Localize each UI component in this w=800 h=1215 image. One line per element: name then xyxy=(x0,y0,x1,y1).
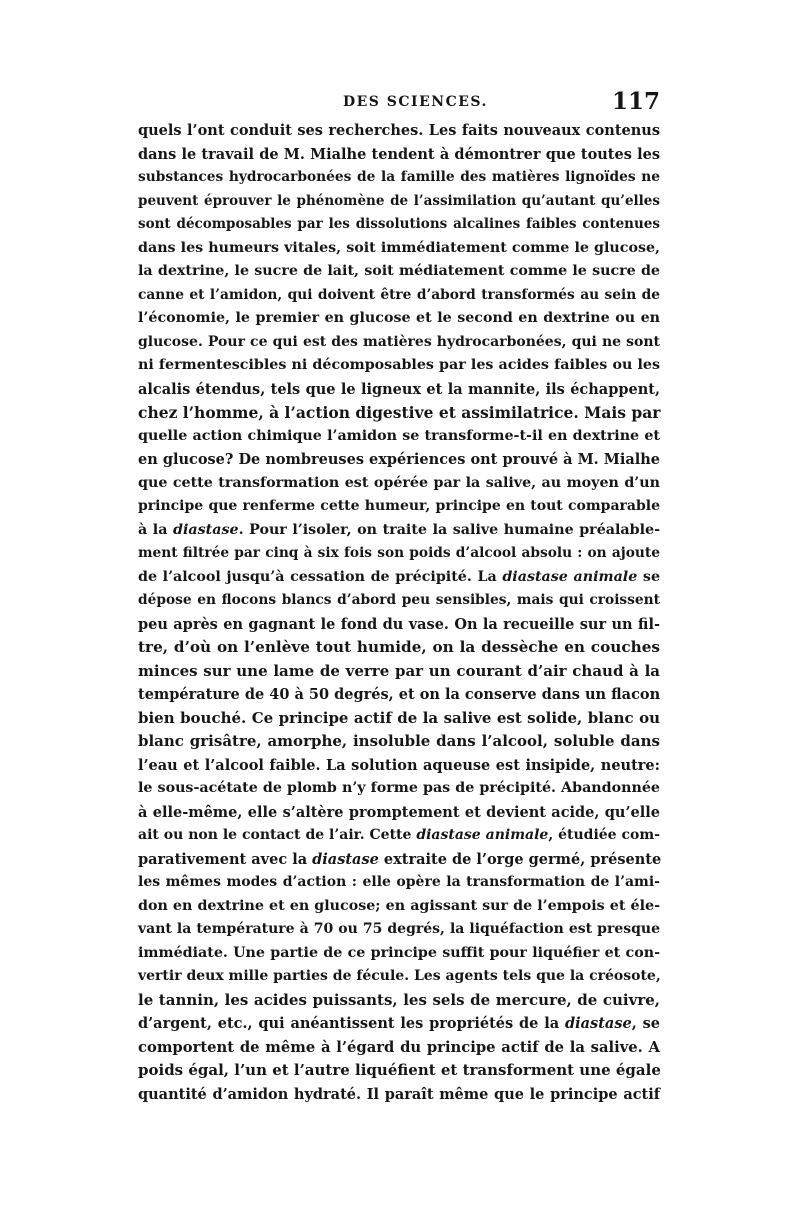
text-line: dans les humeurs vitales, soit immédiatement comme le glucose, xyxy=(138,239,660,256)
text-line: quels l’ont conduit ses recherches. Les faits nouveaux contenus xyxy=(138,122,660,139)
text-line: don en dextrine et en glucose; en agissant sur de l’empois et éle- xyxy=(138,897,660,914)
text-line: dépose en flocons blancs d’abord peu sensibles, mais qui croissent xyxy=(138,592,660,608)
text-line xyxy=(138,824,660,848)
text-line: sont décomposables par les dissolutions alcalines faibles contenues xyxy=(138,216,660,232)
text-line: la dextrine, le sucre de lait, soit médiatement comme le sucre de xyxy=(138,263,660,279)
body-text xyxy=(138,119,660,1106)
text-line: quelle action chimique l’amidon se transforme-t-il en dextrine et xyxy=(138,427,660,444)
text-line xyxy=(138,519,660,543)
running-title: DES SCIENCES. xyxy=(343,94,488,110)
text-segment: parativement avec la xyxy=(138,850,313,868)
text-line: immédiate. Une partie de ce principe suffit pour liquéfier et con- xyxy=(138,944,660,961)
text-line xyxy=(138,1012,660,1036)
text-line: principe que renferme cette humeur, principe en tout comparable xyxy=(138,498,660,514)
page-number: 117 xyxy=(611,88,660,115)
text-segment: extraite de l’orge germé, présente xyxy=(378,850,662,868)
text-line: minces sur une lame de verre par un courant d’air chaud à la xyxy=(138,661,660,680)
text-line: peuvent éprouver le phénomène de l’assimilation qu’autant qu’elles xyxy=(138,192,660,209)
text-line: l’économie, le premier en glucose et le second en dextrine ou en xyxy=(138,310,660,326)
text-line: vant la température à 70 ou 75 degrés, la liquéfaction est presque xyxy=(138,921,660,937)
text-segment: . Pour l’isoler, on traite la salive humaine préalable- xyxy=(238,521,660,538)
text-line: blanc grisâtre, amorphe, insoluble dans l’alcool, soluble dans xyxy=(138,732,660,750)
italic-term: diastase xyxy=(312,850,379,868)
text-segment: , se xyxy=(631,1015,660,1032)
text-segment: à la xyxy=(138,521,174,538)
text-line: les mêmes modes d’action : elle opère la transformation de l’ami- xyxy=(138,874,660,890)
text-line: quantité d’amidon hydraté. Il paraît même que le principe actif xyxy=(138,1085,660,1103)
text-line: ni fermentescibles ni décomposables par les acides faibles ou les xyxy=(138,357,660,373)
text-line xyxy=(138,566,660,590)
italic-term: diastase animale xyxy=(416,827,549,843)
text-line: canne et l’amidon, qui doivent être d’abord transformés au sein de xyxy=(138,286,660,303)
text-line: tre, d’où on l’enlève tout humide, on la dessèche en couches xyxy=(138,638,660,656)
text-line: dans le travail de M. Mialhe tendent à démontrer que toutes les xyxy=(138,145,660,163)
text-line: à elle-même, elle s’altère promptement et devient acide, qu’elle xyxy=(138,803,660,821)
text-line xyxy=(138,848,660,872)
text-line: en glucose? De nombreuses expériences ont prouvé à M. Mialhe xyxy=(138,451,660,468)
text-line: peu après en gagnant le fond du vase. On la recueille sur un fil- xyxy=(138,615,660,633)
text-line: bien bouché. Ce principe actif de la salive est solide, blanc ou xyxy=(138,708,660,727)
text-segment: , étudiée com- xyxy=(548,827,660,843)
italic-term: diastase xyxy=(565,1015,632,1032)
text-line: poids égal, l’un et l’autre liquéfient et transforment une égale xyxy=(138,1061,661,1079)
text-segment: d’argent, etc., qui anéantissent les propriétés de la xyxy=(138,1015,566,1032)
text-line: l’eau et l’alcool faible. La solution aqueuse est insipide, neutre: xyxy=(138,756,660,774)
running-head xyxy=(138,88,660,120)
text-line: le tannin, les acides puissants, les sels de mercure, de cuivre, xyxy=(138,990,660,1009)
text-line: glucose. Pour ce qui est des matières hydrocarbonées, qui ne sont xyxy=(138,333,660,350)
italic-term: diastase animale xyxy=(502,568,638,585)
text-line: substances hydrocarbonées de la famille des matières lignoïdes ne xyxy=(138,169,660,185)
text-line: vertir deux mille parties de fécule. Les agents tels que la créosote, xyxy=(138,968,661,984)
text-line: que cette transformation est opérée par la salive, au moyen d’un xyxy=(138,474,660,491)
italic-term: diastase xyxy=(173,521,239,538)
text-segment: ait ou non le contact de l’air. Cette xyxy=(138,827,417,843)
text-line: alcalis étendus, tels que le ligneux et la mannite, ils échappent, xyxy=(138,380,660,398)
text-segment: de l’alcool jusqu’à cessation de précipité. La xyxy=(138,568,503,585)
text-line: comportent de même à l’égard du principe actif de la salive. A xyxy=(138,1038,660,1056)
text-line: le sous-acétate de plomb n’y forme pas de précipité. Abandonnée xyxy=(138,780,660,796)
text-line: chez l’homme, à l’action digestive et assimilatrice. Mais par xyxy=(138,403,661,422)
text-segment: se xyxy=(637,568,661,585)
text-line: ment filtrée par cinq à six fois son poids d’alcool absolu : on ajoute xyxy=(138,545,660,561)
text-line: température de 40 à 50 degrés, et on la conserve dans un flacon xyxy=(138,686,661,703)
